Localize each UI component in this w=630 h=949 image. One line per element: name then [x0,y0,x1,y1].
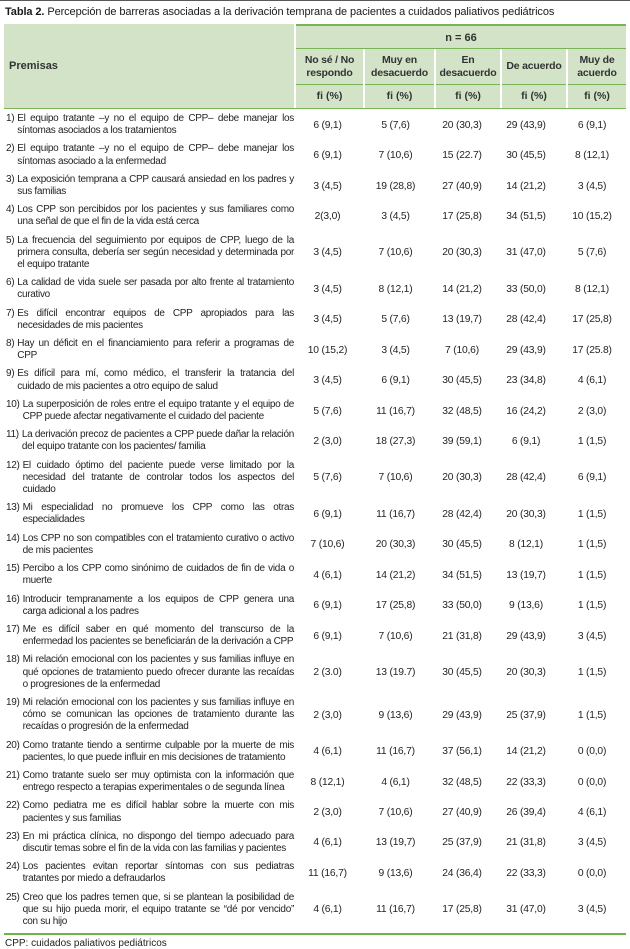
value-cell: 27 (40,9) [442,807,482,819]
value-cell: 6 (9,1) [577,472,607,484]
table-number-label: Tabla 2. [5,6,45,18]
value-cell: 1 (1,5) [577,709,607,721]
value-cell: 10 (15,2) [307,344,348,356]
value-cell: 29 (43,9) [506,630,546,642]
premise-number: 2) [6,143,15,155]
value-cell: 8 (12,1) [509,539,543,551]
premise-number: 11) [6,429,19,441]
value-cell: 30 (45,5) [506,150,546,162]
value-cell: 30 (45,5) [442,539,482,551]
premise-text: La frecuencia del seguimiento por equipos de CPP, luego de la primera consulta, debería ser según necesidad y determinada por el equipo tratante [17,234,294,271]
value-cell: 2 (3.0) [313,667,342,679]
value-cell: 7 (10,6) [378,472,413,484]
value-cell: 32 (48,5) [442,405,482,417]
value-cell: 0 (0,0) [577,746,607,758]
value-cell: 1 (1,5) [577,600,607,612]
premise-cell [4,277,294,301]
table-row [4,305,626,335]
value-cell: 3 (4,5) [313,283,342,295]
premise-text: La derivación precoz de pacientes a CPP puede dañar la relación del equipo tratante con los pacientes/ familia [21,429,294,453]
premise-number: 13) [6,502,20,514]
column-header-muy-en-desacuerdo: Muy en desacuerdo [365,49,434,85]
value-cell: 6 (9,1) [313,508,342,520]
value-cell: 31 (47,0) [506,247,546,259]
value-cell: 4 (6,1) [313,569,342,581]
value-cell: 21 (31,8) [442,630,482,642]
premise-text: En mi práctica clínica, no dispongo del tiempo adecuado para discutir temas sobre el fin de la vida con las familias y pacientes [22,830,294,854]
table-row [4,110,626,140]
value-cell: 3 (4,5) [577,630,607,642]
table-row [4,651,626,694]
premise-text: El equipo tratante –y no el equipo de CPP– debe manejar los síntomas asociado a la enfermedad [17,143,294,167]
value-cell: 4 (6,1) [313,904,342,916]
value-cell: 2 (3,0) [313,709,342,721]
value-cell: 6 (9,1) [313,150,342,162]
value-cell: 8 (12,1) [575,283,609,295]
premise-number: 7) [6,307,15,319]
premise-cell [4,204,294,228]
sample-size-header: n = 66 [296,24,626,49]
premise-cell [4,740,294,764]
premise-number: 8) [6,338,15,350]
column-header-premises: Premisas [4,24,294,108]
premise-cell [4,831,294,855]
table-row [4,694,626,737]
value-cell: 29 (43,9) [506,119,546,131]
premise-text: Como tratante tiendo a sentirme culpable por la muerte de mis pacientes, lo que puede influir en mis decisiones de tratamiento [22,739,294,763]
table-row [4,858,626,888]
premise-number: 21) [6,769,20,781]
value-cell: 8 (12,1) [378,283,413,295]
value-cell: 25 (37,9) [506,709,546,721]
value-cell: 1 (1,5) [577,667,607,679]
premise-cell [4,429,294,453]
value-cell: 4 (6,1) [313,746,342,758]
table-row [4,201,626,231]
value-cell: 7 (10,6) [378,807,413,819]
table-row [4,737,626,767]
value-cell: 3 (4,5) [313,180,342,192]
table-row [4,560,626,590]
value-cell: 8 (12,1) [310,776,345,788]
value-cell: 1 (1,5) [577,569,607,581]
value-cell: 13 (19,7) [375,837,416,849]
value-cell: 1 (1,5) [577,508,607,520]
value-cell: 16 (24,2) [506,405,546,417]
value-cell: 30 (45,5) [442,667,482,679]
value-cell: 20 (30,3) [442,119,482,131]
table-row [4,426,626,456]
value-cell: 19 (28,8) [375,180,416,192]
table-title [4,1,626,24]
value-cell: 33 (50,0) [442,600,482,612]
value-cell: 26 (39,4) [506,807,546,819]
value-cell: 22 (33,3) [506,776,546,788]
premise-text: Introducir tempranamente a los equipos de CPP genera una carga adicional a los padres [22,593,294,617]
value-cell: 29 (43,9) [442,709,482,721]
value-cell: 33 (50,0) [506,283,546,295]
value-cell: 3 (4,5) [577,837,607,849]
premise-number: 23) [6,830,20,842]
value-cell: 4 (6,1) [577,807,607,819]
value-cell: 30 (45,5) [442,375,482,387]
premise-text: Como pediatra me es difícil hablar sobre la muerte con mis pacientes y sus familias [22,800,294,824]
premise-cell [4,533,294,557]
premise-number: 6) [6,277,15,289]
premise-text: Hay un déficit en el financiamiento para referir a programas de CPP [17,338,294,362]
column-header-muy-de-acuerdo: Muy de acuerdo [568,49,626,85]
value-cell: 39 (59,1) [442,435,482,447]
value-cell: 27 (40,9) [442,180,482,192]
premise-text: Es difícil para mí, como médico, el transferir la tratancia del cuidado de mis pacientes a otro equipo de salud [17,368,294,392]
value-cell: 7 (10,6) [378,150,413,162]
value-cell: 17 (25,8) [442,904,482,916]
table-row [4,457,626,500]
premise-text: Mi relación emocional con los pacientes y sus familias influye en qué opciones de tratamiento puedo ofrecer durante las recaídas o progresiones de la enfermedad [22,654,294,690]
premise-number: 25) [6,891,20,903]
value-cell: 10 (15,2) [572,210,612,222]
value-cell: 28 (42,4) [442,508,482,520]
value-cell: 1 (1,5) [577,435,607,447]
premise-cell [4,368,294,392]
premise-number: 16) [6,593,20,605]
value-cell: 5 (7,6) [381,119,410,131]
value-cell: 24 (36,4) [442,867,482,879]
value-cell: 34 (51,5) [506,210,546,222]
premise-number: 12) [6,459,20,471]
premise-text: El equipo tratante –y no el equipo de CPP– debe manejar los síntomas asociados a los tratamientos [17,113,294,137]
premise-number: 1) [6,113,15,124]
premise-number: 9) [6,368,15,380]
value-cell: 0 (0,0) [577,776,607,788]
value-cell: 4 (6,1) [381,776,410,788]
value-cell: 11 (16,7) [376,405,415,417]
value-cell: 20 (30,3) [506,667,546,679]
value-cell: 3 (4,5) [313,375,342,387]
value-cell: 17 (25.8) [572,344,612,356]
freq-header: fi (%) [502,85,566,108]
column-header-en-desacuerdo: En desacuerdo [436,49,500,85]
value-cell: 6 (9,1) [313,119,342,131]
table-row [4,621,626,651]
value-cell: 7 (10,6) [445,344,479,356]
premise-text: Los CPP no son compatibles con el tratamiento curativo o activo de mis pacientes [22,532,294,556]
premise-cell [4,502,294,526]
value-cell: 4 (6,1) [577,375,607,387]
value-cell: 3 (4,5) [577,180,607,192]
premise-number: 22) [6,800,20,812]
table-row [4,828,626,858]
value-cell: 17 (25,8) [375,600,416,612]
premise-cell [4,892,294,929]
premise-text: El cuidado óptimo del paciente puede verse limitado por la necesidad del tratante de controlar todos los aspectos del cuidado [22,459,294,496]
value-cell: 14 (21,2) [442,283,482,295]
value-cell: 9 (13,6) [509,600,543,612]
premise-cell [4,143,294,167]
value-cell: 11 (16,7) [376,904,415,916]
value-cell: 6 (9,1) [313,600,342,612]
premise-number: 15) [6,563,20,575]
value-cell: 3 (4,5) [381,210,410,222]
value-cell: 20 (30,3) [506,508,546,520]
value-cell: 28 (42,4) [506,314,546,326]
value-cell: 17 (25,8) [442,210,482,222]
table-row [4,365,626,395]
table-row [4,274,626,304]
value-cell: 13 (19,7) [506,569,546,581]
value-cell: 11 (16,7) [376,746,415,758]
value-cell: 4 (6,1) [313,837,342,849]
value-cell: 5 (7,6) [577,247,607,259]
premise-text: Mi relación emocional con los pacientes y sus familias influye en cómo se comunican las opciones de tratamiento durante las recaídas o progresión de la enfermedad [22,696,294,733]
premise-cell [4,399,294,423]
column-header-no-se-no-respondo: No sé / No respondo [296,49,363,85]
freq-header: fi (%) [436,85,500,108]
value-cell: 13 (19,7) [442,314,482,326]
value-cell: 9 (13,6) [378,709,413,721]
value-cell: 15 (22.7) [442,150,482,162]
premise-number: 20) [6,739,20,751]
premise-number: 10) [6,398,20,410]
value-cell: 6 (9,1) [313,630,342,642]
value-cell: 28 (42,4) [506,472,546,484]
premise-number: 18) [6,654,20,666]
premise-number: 4) [6,204,15,216]
premise-text: Es difícil encontrar equipos de CPP apropiados para las necesidades de mis pacientes [17,307,294,331]
value-cell: 20 (30,3) [442,247,482,259]
premise-cell [4,697,294,734]
value-cell: 5 (7,6) [313,472,342,484]
freq-header: fi (%) [296,85,363,108]
premise-text: Me es difícil saber en qué momento del transcurso de la enfermedad los pacientes se beneficiarán de la derivación a CPP [22,623,294,648]
freq-header: fi (%) [365,85,434,108]
value-cell: 29 (43,9) [506,344,546,356]
premise-text: Mi especialidad no promueve los CPP como las otras especialidades [22,502,294,526]
value-cell: 11 (16,7) [376,508,415,520]
value-cell: 17 (25,8) [572,314,612,326]
value-cell: 6 (9,1) [511,435,541,447]
premise-cell [4,113,294,137]
premise-number: 3) [6,173,15,185]
value-cell: 5 (7,6) [381,314,410,326]
value-cell: 34 (51,5) [442,569,482,581]
value-cell: 23 (34,8) [506,375,546,387]
premise-text: Percibo a los CPP como sinónimo de cuidados de fin de vida o muerte [22,563,294,587]
value-cell: 14 (21,2) [375,569,416,581]
premise-cell [4,594,294,618]
value-cell: 1 (1,5) [577,539,607,551]
premise-text: La superposición de roles entre el equipo tratante y el equipo de CPP puede afectar negativamente el cuidado del paciente [22,398,294,423]
table-footnote: CPP: cuidados paliativos pediátricos [4,933,626,949]
column-header-de-acuerdo: De acuerdo [502,49,566,85]
table-body [4,109,626,931]
premise-text: Como tratante suelo ser muy optimista con la información que entrego respecto a terapias experimentales o de segunda línea [22,769,294,794]
table-row [4,767,626,797]
freq-header: fi (%) [568,85,626,108]
premise-number: 14) [6,532,20,544]
premise-number: 24) [6,861,20,873]
value-cell: 14 (21,2) [506,746,546,758]
value-cell: 3 (4,5) [313,314,342,326]
table-row [4,591,626,621]
value-cell: 3 (4,5) [313,247,342,259]
premise-cell [4,235,294,272]
premise-cell [4,174,294,198]
premise-number: 17) [6,623,20,635]
value-cell: 32 (48,5) [442,776,482,788]
premise-text: Los pacientes evitan reportar síntomas con sus pediatras tratantes por miedo a defraudarlos [22,861,294,885]
premise-cell [4,770,294,794]
premise-text: La exposición temprana a CPP causará ansiedad en los padres y sus familias [17,173,294,198]
premise-text: La calidad de vida suele ser pasada por alto frente al tratamiento curativo [17,277,294,301]
table-row [4,889,626,932]
value-cell: 8 (12,1) [575,150,609,162]
table-title-text: Percepción de barreras asociadas a la derivación temprana de pacientes a cuidados paliativos pediátricos [47,6,555,18]
table-row [4,797,626,827]
premise-cell [4,654,294,691]
table-row [4,499,626,529]
value-cell: 3 (4,5) [577,904,607,916]
value-cell: 2 (3,0) [313,435,342,447]
value-cell: 25 (37,9) [442,837,482,849]
value-cell: 3 (4,5) [381,344,410,356]
value-cell: 7 (10,6) [310,539,345,551]
value-cell: 2(3,0) [314,210,341,222]
value-cell: 9 (13,6) [378,867,413,879]
premise-number: 5) [6,234,15,246]
premise-cell [4,563,294,587]
premise-cell [4,308,294,332]
premise-text: Los CPP son percibidos por los pacientes y sus familiares como una señal de que el fin de la vida está cerca [17,204,294,228]
value-cell: 2 (3,0) [577,405,607,417]
table-row [4,530,626,560]
premise-number: 19) [6,696,20,708]
value-cell: 11 (16,7) [308,867,347,879]
value-cell: 18 (27,3) [375,435,416,447]
premise-cell [4,460,294,497]
value-cell: 22 (33,3) [506,867,546,879]
value-cell: 37 (56,1) [442,746,482,758]
value-cell: 13 (19.7) [375,667,416,679]
table-row [4,396,626,426]
table-row [4,140,626,170]
value-cell: 20 (30,3) [442,472,482,484]
premise-text: Creo que los padres temen que, si se plantean la posibilidad de que su hijo pueda morir, el equipo tratante se “dé por vencido” con su hijo [22,891,294,927]
premise-cell [4,624,294,648]
value-cell: 14 (21,2) [506,180,546,192]
value-cell: 2 (3,0) [313,807,342,819]
value-cell: 5 (7,6) [313,405,342,417]
table-row [4,232,626,275]
table-row [4,335,626,365]
premise-cell [4,800,294,824]
value-cell: 21 (31,8) [506,837,546,849]
value-cell: 6 (9,1) [577,119,607,131]
table-row [4,171,626,201]
value-cell: 20 (30,3) [375,539,416,551]
value-cell: 31 (47,0) [506,904,546,916]
value-cell: 6 (9,1) [381,375,410,387]
premise-cell [4,861,294,885]
value-cell: 7 (10,6) [378,630,413,642]
premise-cell [4,338,294,362]
value-cell: 7 (10,6) [378,247,413,259]
value-cell: 0 (0,0) [577,867,607,879]
table-header [4,24,626,109]
